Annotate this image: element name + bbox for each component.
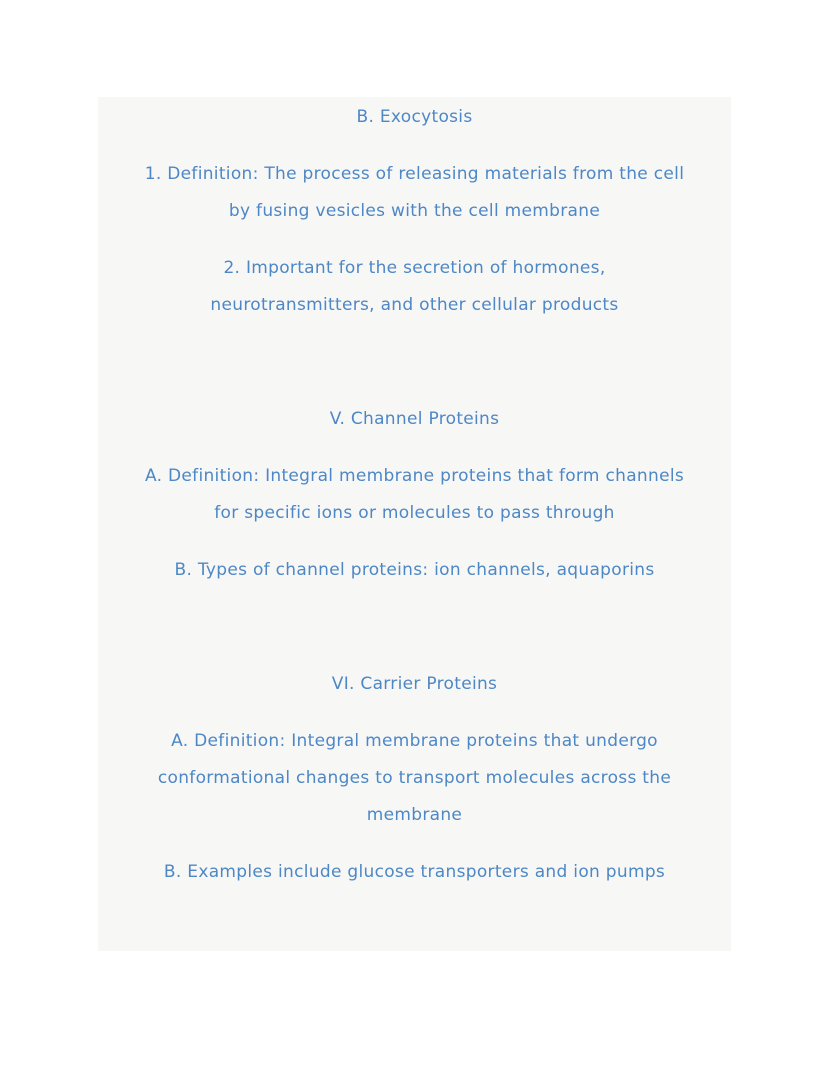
section-heading-channel-proteins: V. Channel Proteins <box>329 409 500 429</box>
paragraph-line: 1. Definition: The process of releasing materials from the cell <box>144 164 685 184</box>
section-heading-exocytosis: B. Exocytosis <box>356 107 473 127</box>
paragraph-line: conformational changes to transport molecules across the <box>157 768 672 788</box>
paragraph-line: A. Definition: Integral membrane proteins that undergo <box>171 731 658 751</box>
paragraph-line: 2. Important for the secretion of hormones, <box>223 258 606 278</box>
paragraph-line: for specific ions or molecules to pass through <box>214 503 615 523</box>
blank-line <box>98 609 731 646</box>
notes-card <box>98 97 731 951</box>
paragraph-line: B. Types of channel proteins: ion channels, aquaporins <box>174 560 655 580</box>
paragraph-line: neurotransmitters, and other cellular products <box>210 295 619 315</box>
paragraph-line: B. Examples include glucose transporters and ion pumps <box>163 862 666 882</box>
paragraph-line: A. Definition: Integral membrane proteins that form channels <box>144 466 685 486</box>
paragraph-line: membrane <box>366 805 463 825</box>
paragraph-line: by fusing vesicles with the cell membrane <box>228 201 601 221</box>
section-heading-carrier-proteins: VI. Carrier Proteins <box>331 674 498 694</box>
blank-line <box>98 911 731 948</box>
blank-line <box>98 344 731 381</box>
